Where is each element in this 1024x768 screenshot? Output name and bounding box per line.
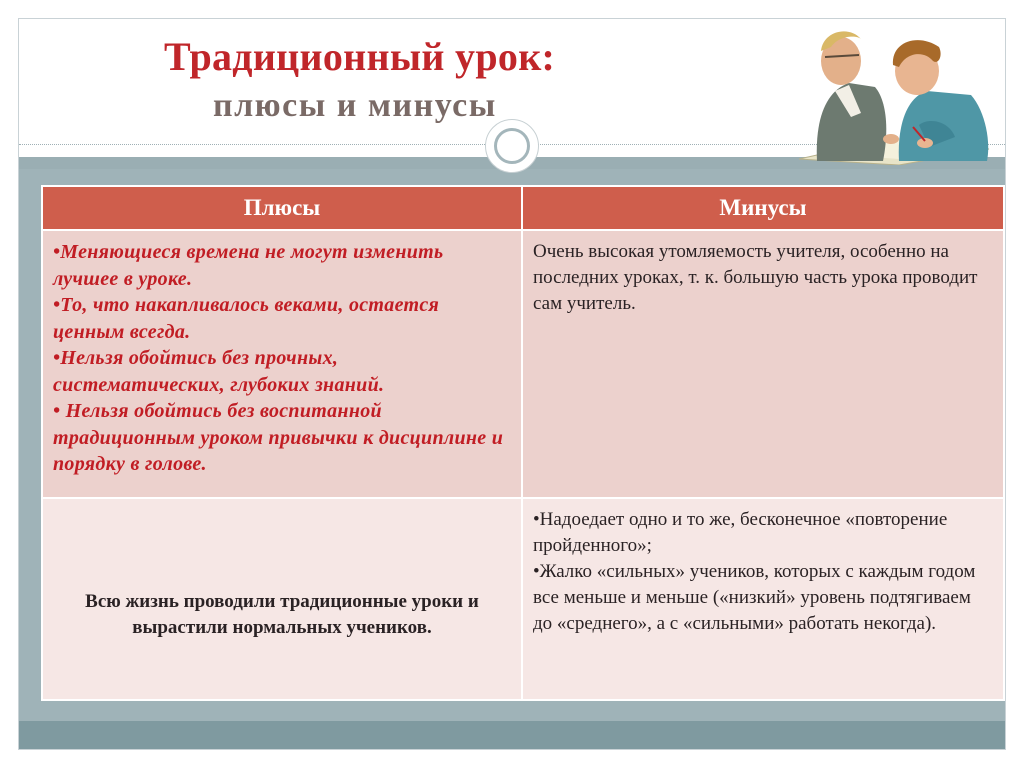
list-item: •Меняющиеся времена не могут изменить лучшее в уроке. — [53, 241, 444, 290]
plus-cell-row1 — [42, 230, 522, 498]
slide — [18, 18, 1006, 750]
table-row — [42, 498, 1004, 700]
minus-list — [533, 507, 993, 637]
list-item: •Нельзя обойтись без прочных, систематических, глубоких знаний. — [53, 347, 385, 396]
comparison-table — [41, 185, 1005, 701]
teacher-and-student-reading-illustration — [779, 21, 1003, 165]
header-minus: Минусы — [522, 186, 1004, 230]
table-row — [42, 230, 1004, 498]
plus-list — [53, 239, 511, 478]
list-item: •То, что накапливалось веками, остается ценным всегда. — [53, 294, 440, 343]
table-header-row — [42, 186, 1004, 230]
list-item: •Жалко «сильных» учеников, которых с каждым годом все меньше и меньше («низкий» уровень подтягиваем до «среднего», а с «сильными» работать некогда). — [533, 561, 976, 634]
footer-band — [19, 721, 1005, 749]
plus-cell-row2: Всю жизнь проводили традиционные уроки и вырастили нормальных учеников. — [42, 498, 522, 700]
slide-subtitle: плюсы и минусы — [213, 87, 497, 124]
minus-cell-row2 — [522, 498, 1004, 700]
list-item: • Нельзя обойтись без воспитанной традиционным уроком привычки к дисциплине и порядку в голове. — [53, 400, 504, 475]
header-plus: Плюсы — [42, 186, 522, 230]
slide-title: Традиционный урок: — [164, 34, 556, 79]
list-item: •Надоедает одно и то же, бесконечное «повторение пройденного»; — [533, 509, 948, 556]
circle-ornament-icon — [485, 119, 539, 173]
minus-cell-row1: Очень высокая утомляемость учителя, особенно на последних уроках, т. к. большую часть урока проводит сам учитель. — [522, 230, 1004, 498]
